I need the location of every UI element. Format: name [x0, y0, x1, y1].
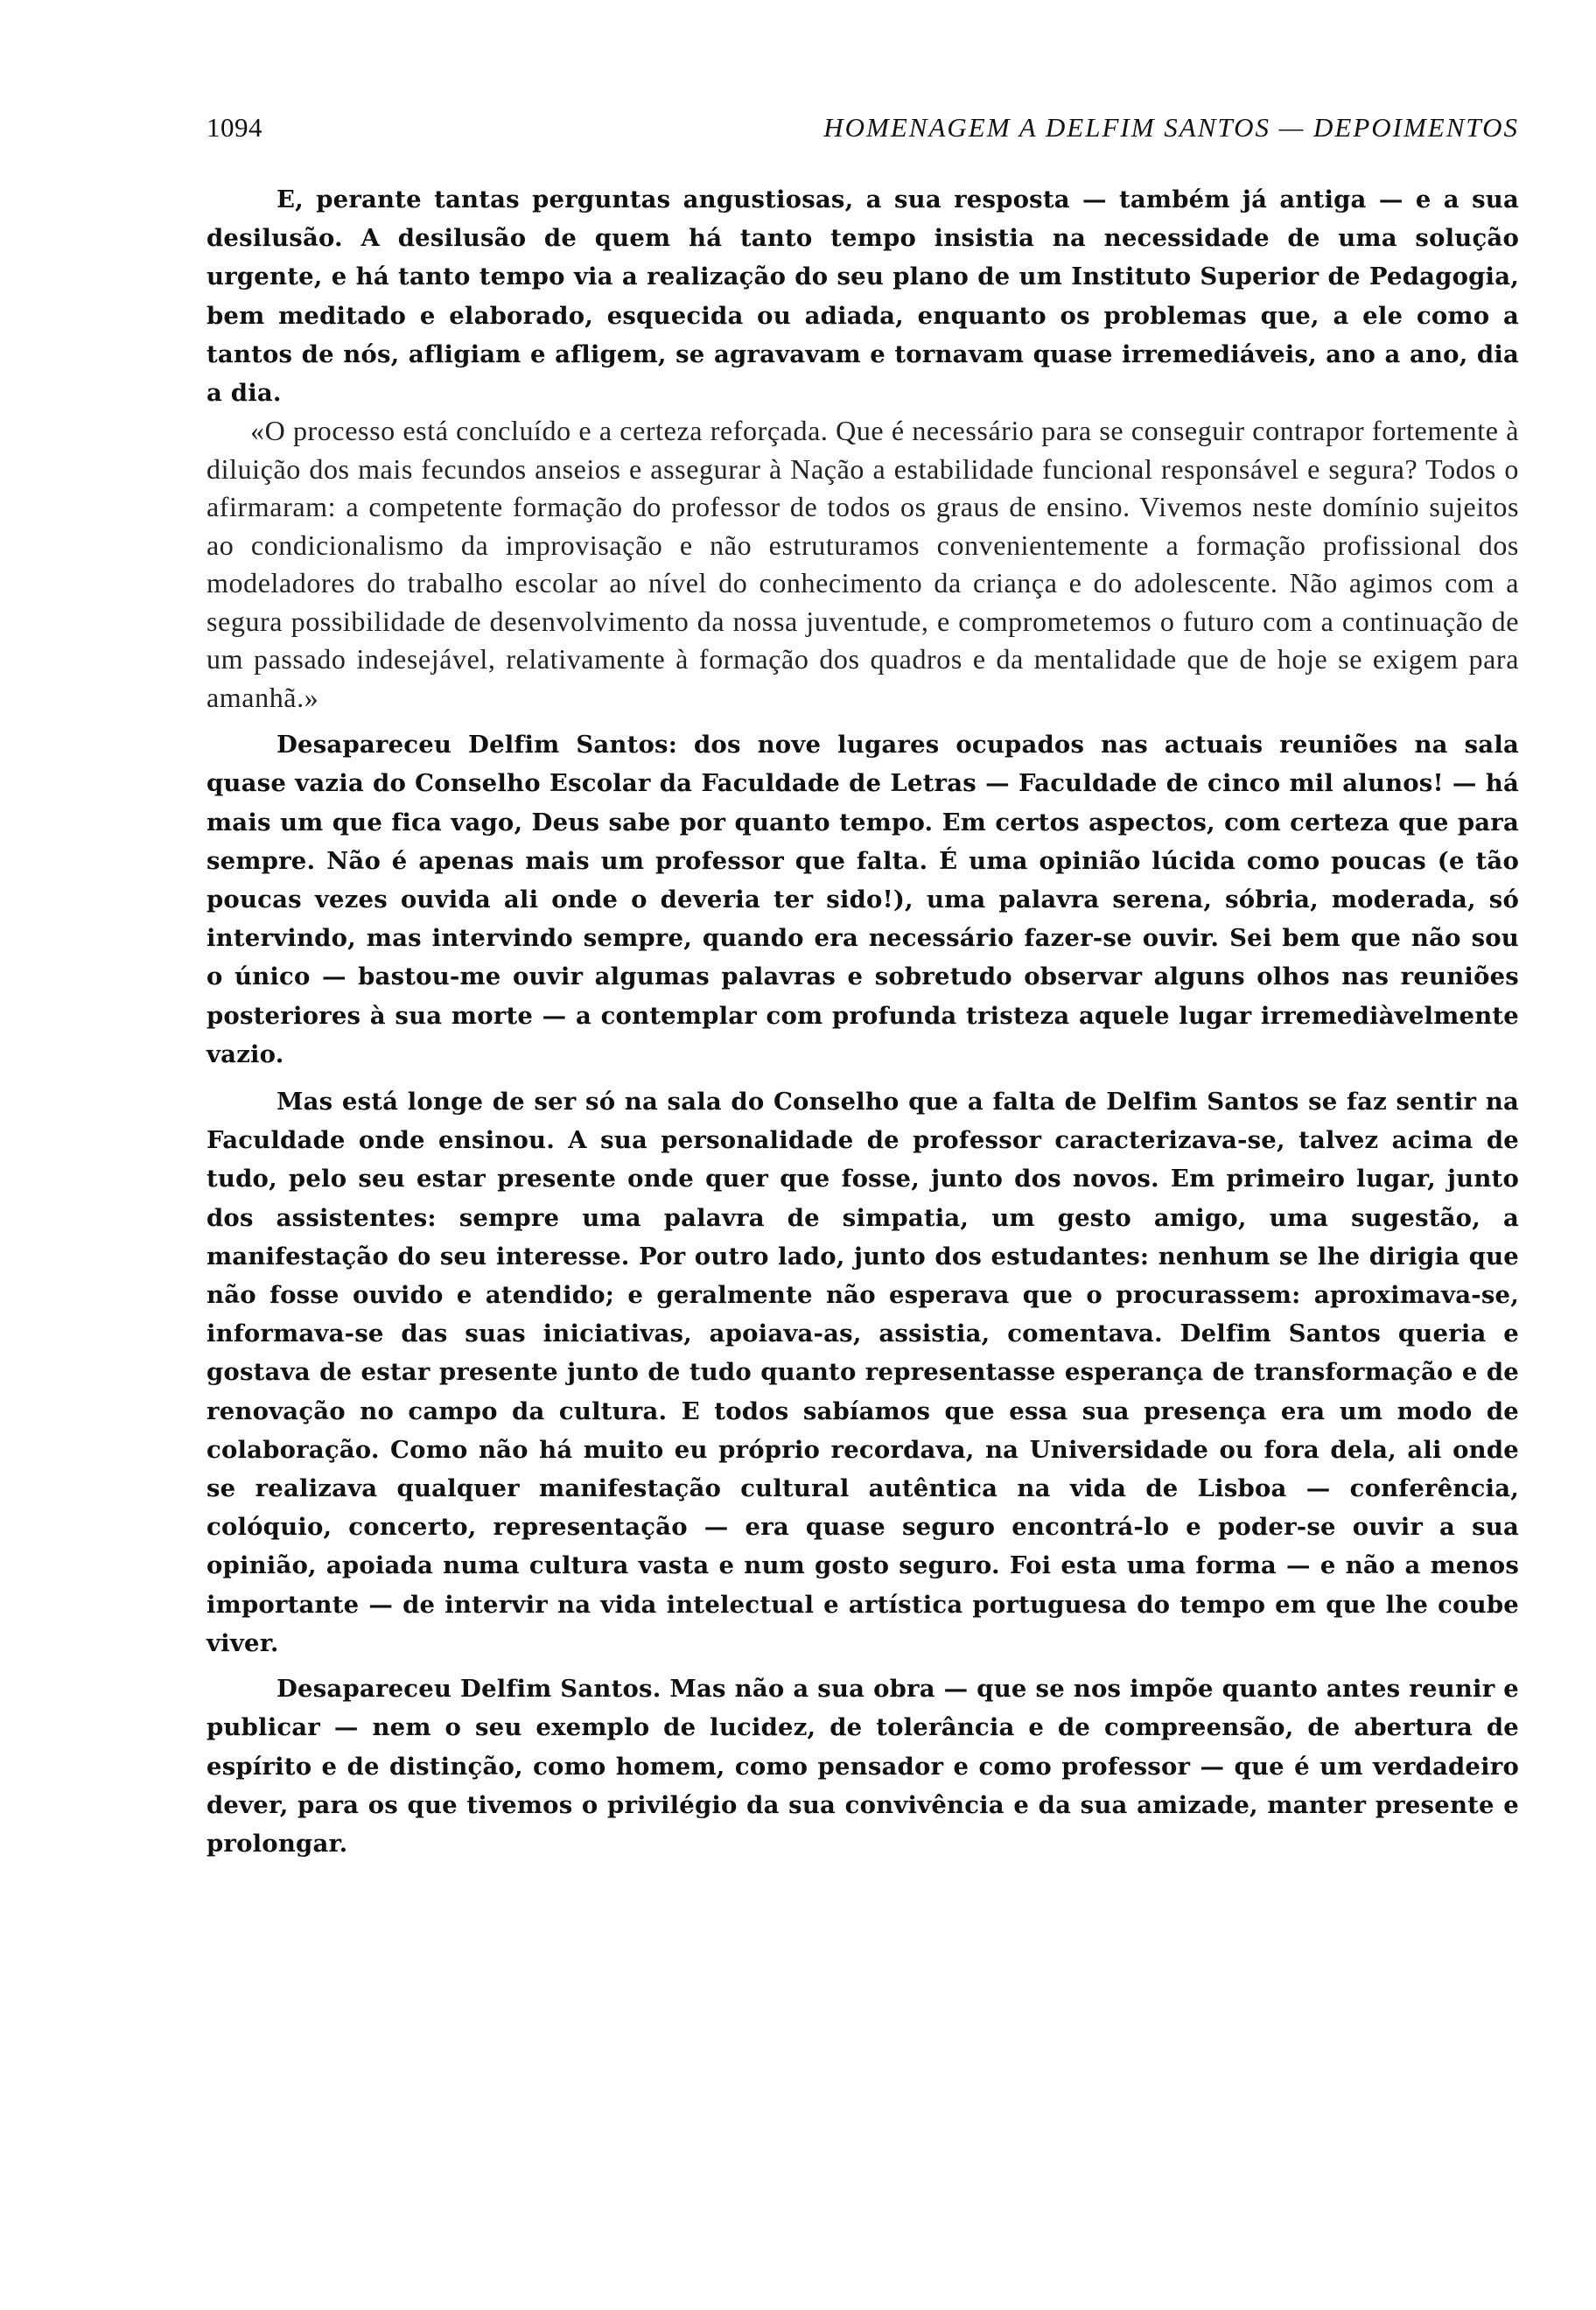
running-header [206, 103, 1519, 147]
page-number: 1094 [206, 112, 262, 143]
paragraph-legacy: Desapareceu Delfim Santos. Mas não a sua obra — que se nos impõe quanto antes reunir e publicar — nem o seu exemplo de lucidez, de tolerância e de compreensão, de abertura de espírito e de distinção, como homem, como pensador e como professor — que é um verdadeiro dever, para os que tivemos o privilégio da sua convivência e da sua amizade, manter presente e prolongar. [206, 1675, 1519, 1858]
paragraph-presence: Mas está longe de ser só na sala do Conselho que a falta de Delfim Santos se faz sentir na Faculdade onde ensinou. A sua personalidade de professor caracterizava-se, talvez acima de tudo, pelo seu estar presente onde quer que fosse, junto dos novos. Em primeiro lugar, junto dos assistentes: sempre uma palavra de simpatia, um gesto amigo, uma sugestão, a manifestação do seu interesse. Por outro lado, junto dos estudantes: nenhum se lhe dirigia que não fosse ouvido e atendido; e geralmente não esperava que o procurassem: aproximava-se, informava-se das suas iniciativas, apoiava-as, assistia, comentava. Delfim Santos queria e gostava de estar presente junto de tudo quanto representasse esperança de transformação e de renovação no campo da cultura. E todos sabíamos que essa sua presença era um modo de colaboração. Como não há muito eu próprio recordava, na Universidade ou fora dela, ali onde se realizava qualquer manifestação cultural autêntica na vida de Lisboa — conferência, colóquio, concerto, representação — era quase seguro encontrá-lo e poder-se ouvir a sua opinião, apoiada numa cultura vasta e num gosto seguro. Foi esta uma forma — e não a menos importante — de intervir na vida intelectual e artística portuguesa do tempo em que lhe coube viver. [206, 1088, 1519, 1657]
article-body [206, 180, 1519, 1863]
paragraph-council-seat: Desapareceu Delfim Santos: dos nove lugares ocupados nas actuais reuniões na sala quase vazia do Conselho Escolar da Faculdade de Letras — Faculdade de cinco mil alunos! — há mais um que fica vago, Deus sabe por quanto tempo. Em certos aspectos, com certeza que para sempre. Não é apenas mais um professor que falta. É uma opinião lúcida como poucas (e tão poucas vezes ouvida ali onde o deveria ter sido!), uma palavra serena, sóbria, moderada, só intervindo, mas intervindo sempre, quando era necessário fazer-se ouvir. Sei bem que não sou o único — bastou-me ouvir algumas palavras e sobretudo observar alguns olhos nas reuniões posteriores à sua morte — a contemplar com profunda tristeza aquele lugar irremediàvelmente vazio. [206, 731, 1519, 1068]
running-title: HOMENAGEM A DELFIM SANTOS — DEPOIMENTOS [823, 112, 1519, 143]
paragraph-quotation: «O processo está concluído e a certeza reforçada. Que é necessário para se conseguir contrapor fortemente à diluição dos mais fecundos anseios e assegurar à Nação a estabilidade funcional responsável e segura? Todos o afirmaram: a competente formação do professor de todos os graus de ensino. Vivemos neste domínio sujeitos ao condicionalismo da improvisação e não estruturamos convenientemente a formação profissional dos modeladores do trabalho escolar ao nível do conhecimento da criança e do adolescente. Não agimos com a segura possibilidade de desenvolvimento da nossa juventude, e comprometemos o futuro com a continuação de um passado indesejável, relativamente à formação dos quadros e da mentalidade que de hoje se exigem para amanhã.» [206, 415, 1519, 713]
page [206, 103, 1519, 2273]
paragraph-response: E, perante tantas perguntas angustiosas, a sua resposta — também já antiga — e a sua desilusão. A desilusão de quem há tanto tempo insistia na necessidade de uma solução urgente, e há tanto tempo via a realização do seu plano de um Instituto Superior de Pedagogia, bem meditado e elaborado, esquecida ou adiada, enquanto os problemas que, a ele como a tantos de nós, afligiam e afligem, se agravavam e tornavam quase irremediáveis, ano a ano, dia a dia. [206, 186, 1519, 408]
